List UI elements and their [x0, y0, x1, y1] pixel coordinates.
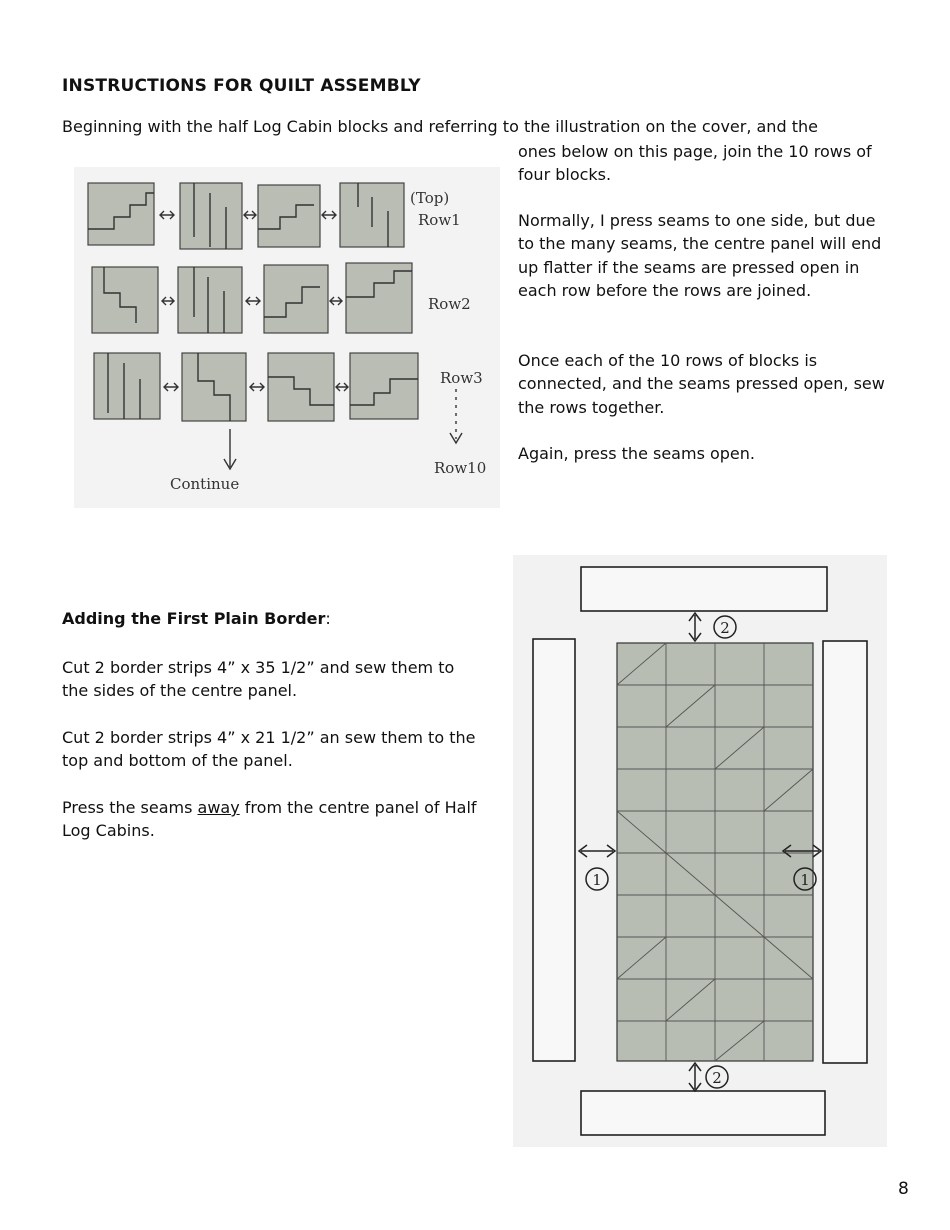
- rows-sketch: [74, 167, 500, 508]
- intro-line-1: Beginning with the half Log Cabin blocks and referring to the illustration on the cover, and the: [62, 117, 818, 136]
- page-heading: INSTRUCTIONS FOR QUILT ASSEMBLY: [62, 76, 421, 96]
- left-border-strip: [533, 639, 575, 1061]
- block-r3-4: [350, 353, 418, 419]
- block-r1-2: [180, 183, 242, 249]
- border-title-colon: :: [325, 609, 331, 628]
- label-bottom-2: 2: [712, 1069, 722, 1087]
- border-instruction-press: [62, 796, 482, 843]
- label-continue: Continue: [170, 475, 240, 493]
- border-instruction-top-bottom: Cut 2 border strips 4” x 21 1/2” an sew them to the top and bottom of the panel.: [62, 728, 476, 771]
- press-text-after: from the centre panel of Half Log Cabins.: [62, 798, 477, 841]
- border-title-text: Adding the First Plain Border: [62, 609, 326, 628]
- rows-illustration: [74, 167, 500, 508]
- bottom-border-strip: [581, 1091, 825, 1135]
- label-row3: Row3: [440, 369, 483, 387]
- block-r2-4: [346, 263, 412, 333]
- block-r1-1: [88, 183, 154, 245]
- right-border-strip: [823, 641, 867, 1063]
- border-sketch: [513, 555, 887, 1147]
- block-r3-3: [268, 353, 334, 421]
- page-number: 8: [898, 1179, 909, 1199]
- label-top: (Top): [410, 189, 450, 207]
- intro-line-2: ones below on this page, join the 10 rows of four blocks.: [518, 142, 872, 185]
- top-border-strip: [581, 567, 827, 611]
- block-r2-2: [178, 267, 242, 333]
- block-r2-3: [264, 265, 328, 333]
- press-text-underlined: away: [197, 798, 240, 817]
- border-instruction-sides: Cut 2 border strips 4” x 35 1/2” and sew them to the sides of the centre panel.: [62, 658, 455, 701]
- block-r3-1: [94, 353, 160, 419]
- paragraph-press-seams: Normally, I press seams to one side, but due to the many seams, the centre panel will end up flatter if the seams are pressed open in each row before the rows are joined.: [518, 211, 882, 301]
- label-top-2: 2: [720, 619, 730, 637]
- paragraph-press-again: Again, press the seams open.: [518, 444, 755, 463]
- label-right-1: 1: [800, 871, 810, 889]
- block-r1-3: [258, 185, 320, 247]
- border-section-title: [62, 609, 331, 628]
- border-diagram: [513, 555, 887, 1147]
- label-row2: Row2: [428, 295, 471, 313]
- label-row10: Row10: [434, 459, 487, 477]
- press-text-before: Press the seams: [62, 798, 198, 817]
- paragraph-rows-connected: Once each of the 10 rows of blocks is connected, and the seams pressed open, sew the rows together.: [518, 351, 885, 417]
- label-left-1: 1: [592, 871, 602, 889]
- block-r2-1: [92, 267, 158, 333]
- label-row1: Row1: [418, 211, 461, 229]
